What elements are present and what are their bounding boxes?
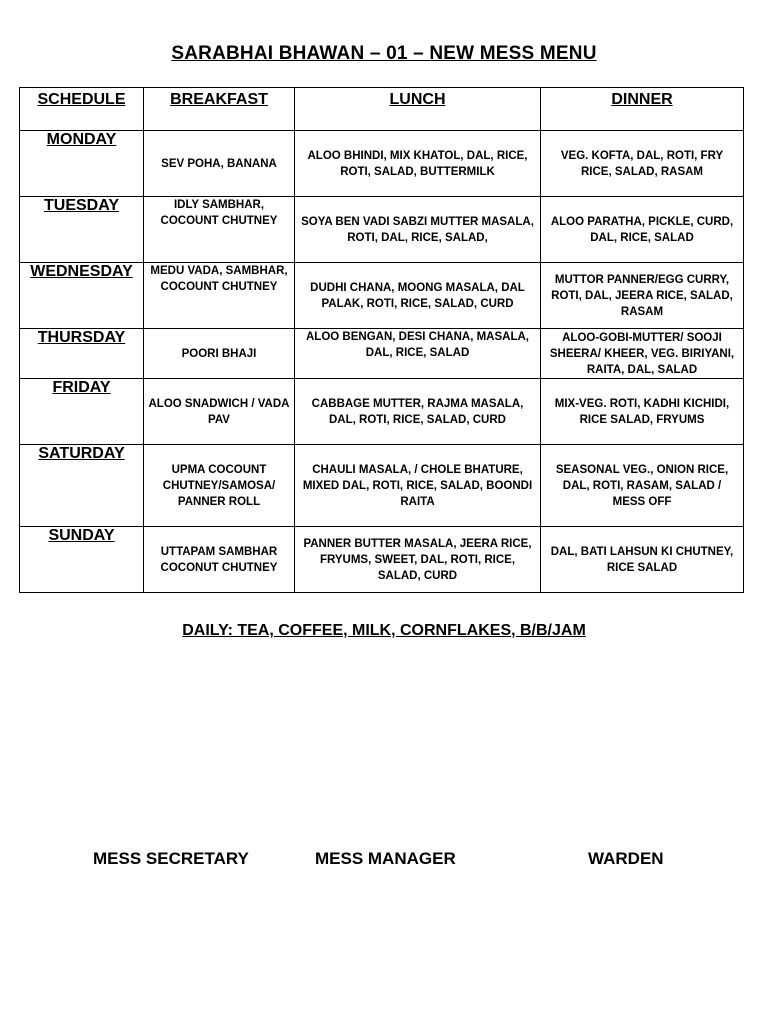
breakfast-cell: IDLY SAMBHAR, COCOUNT CHUTNEY — [144, 197, 295, 263]
header-breakfast: BREAKFAST — [144, 88, 295, 131]
table-row-sunday — [20, 527, 744, 593]
daily-items: DAILY: TEA, COFFEE, MILK, CORNFLAKES, B/B/JAM — [182, 622, 586, 639]
dinner-cell: VEG. KOFTA, DAL, ROTI, FRY RICE, SALAD, RASAM — [541, 131, 744, 197]
header-dinner: DINNER — [541, 88, 744, 131]
header-schedule: SCHEDULE — [20, 88, 144, 131]
table-row-monday — [20, 131, 744, 197]
lunch-cell: ALOO BHINDI, MIX KHATOL, DAL, RICE, ROTI, SALAD, BUTTERMILK — [295, 131, 541, 197]
dinner-cell: MIX-VEG. ROTI, KADHI KICHIDI, RICE SALAD, FRYUMS — [541, 379, 744, 445]
table-row-tuesday — [20, 197, 744, 263]
dinner-cell: DAL, BATI LAHSUN KI CHUTNEY, RICE SALAD — [541, 527, 744, 593]
header-lunch: LUNCH — [295, 88, 541, 131]
day-label: SATURDAY — [20, 445, 144, 527]
day-label: MONDAY — [20, 131, 144, 197]
day-label: TUESDAY — [20, 197, 144, 263]
breakfast-cell: UTTAPAM SAMBHAR COCONUT CHUTNEY — [144, 527, 295, 593]
dinner-cell: MUTTOR PANNER/EGG CURRY, ROTI, DAL, JEERA RICE, SALAD, RASAM — [541, 263, 744, 329]
mess-menu-table — [19, 87, 744, 593]
day-label: WEDNESDAY — [20, 263, 144, 329]
signature-mess-manager: MESS MANAGER — [315, 849, 456, 868]
lunch-cell: CHAULI MASALA, / CHOLE BHATURE, MIXED DAL, ROTI, RICE, SALAD, BOONDI RAITA — [295, 445, 541, 527]
table-row-friday — [20, 379, 744, 445]
breakfast-cell: ALOO SNADWICH / VADA PAV — [144, 379, 295, 445]
table-header-row — [20, 88, 744, 131]
breakfast-cell: MEDU VADA, SAMBHAR, COCOUNT CHUTNEY — [144, 263, 295, 329]
lunch-cell: SOYA BEN VADI SABZI MUTTER MASALA, ROTI, DAL, RICE, SALAD, — [295, 197, 541, 263]
dinner-cell: ALOO-GOBI-MUTTER/ SOOJI SHEERA/ KHEER, VEG. BIRIYANI, RAITA, DAL, SALAD — [541, 329, 744, 379]
lunch-cell: ALOO BENGAN, DESI CHANA, MASALA, DAL, RICE, SALAD — [295, 329, 541, 379]
dinner-cell: ALOO PARATHA, PICKLE, CURD, DAL, RICE, SALAD — [541, 197, 744, 263]
lunch-cell: PANNER BUTTER MASALA, JEERA RICE, FRYUMS, SWEET, DAL, ROTI, RICE, SALAD, CURD — [295, 527, 541, 593]
breakfast-cell: SEV POHA, BANANA — [144, 131, 295, 197]
table-row-thursday — [20, 329, 744, 379]
page-title: SARABHAI BHAWAN – 01 – NEW MESS MENU — [171, 43, 597, 64]
lunch-cell: DUDHI CHANA, MOONG MASALA, DAL PALAK, ROTI, RICE, SALAD, CURD — [295, 263, 541, 329]
day-label: THURSDAY — [20, 329, 144, 379]
breakfast-cell: POORI BHAJI — [144, 329, 295, 379]
signature-mess-secretary: MESS SECRETARY — [93, 849, 249, 868]
table-row-saturday — [20, 445, 744, 527]
table-row-wednesday — [20, 263, 744, 329]
lunch-cell: CABBAGE MUTTER, RAJMA MASALA, DAL, ROTI, RICE, SALAD, CURD — [295, 379, 541, 445]
breakfast-cell: UPMA COCOUNT CHUTNEY/SAMOSA/ PANNER ROLL — [144, 445, 295, 527]
dinner-cell: SEASONAL VEG., ONION RICE, DAL, ROTI, RASAM, SALAD / MESS OFF — [541, 445, 744, 527]
day-label: SUNDAY — [20, 527, 144, 593]
signature-warden: WARDEN — [588, 849, 664, 868]
day-label: FRIDAY — [20, 379, 144, 445]
